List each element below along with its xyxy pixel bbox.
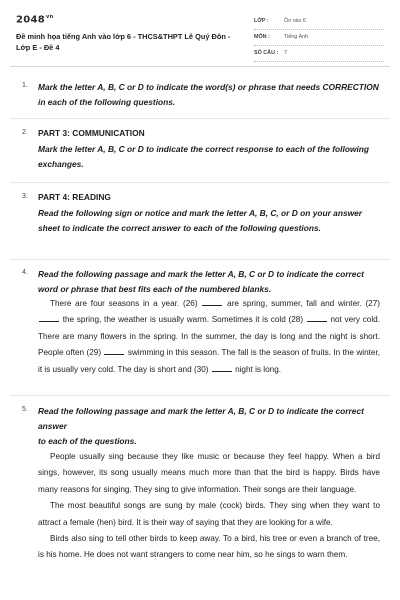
site-logo[interactable] bbox=[16, 14, 53, 25]
reading-passage bbox=[38, 449, 380, 564]
answer-blank bbox=[39, 314, 59, 322]
meta-value: Ôn vào 6 bbox=[284, 18, 306, 24]
reading-passage bbox=[38, 296, 380, 378]
answer-blank bbox=[202, 298, 222, 306]
passage-segment: There are four seasons in a year. (26) bbox=[50, 299, 198, 308]
question-number: 5. bbox=[22, 406, 28, 413]
question-instruction: Read the following passage and mark the letter A, B, C or D to indicate the correct word or phrase that best fits each of the numbered blanks. bbox=[38, 269, 364, 294]
question-number: 2. bbox=[22, 129, 28, 136]
passage-paragraph: Birds also sing to tell other birds to keep away. To a bird, his tree or even a branch of tree, is his home. He does not want strangers to come near him, so he sings to warn them. bbox=[38, 534, 380, 560]
meta-label: SỐ CÂU : bbox=[254, 50, 279, 56]
header-divider bbox=[10, 66, 390, 67]
question-number: 1. bbox=[22, 82, 28, 89]
logo-suffix: vn bbox=[46, 14, 54, 20]
meta-value: 7 bbox=[284, 50, 287, 56]
document-title: Đề minh họa tiếng Anh vào lớp 6 - THCS&THPT Lê Quý Đôn - Lớp E - Đề 4 bbox=[16, 32, 231, 52]
meta-label: LỚP : bbox=[254, 18, 269, 24]
passage-segment: are spring, summer, fall and winter. (27) bbox=[227, 299, 381, 308]
passage-segment: the spring, the weather is usually warm. Sometimes it is cold (28) bbox=[62, 315, 304, 325]
part-heading: PART 3: COMMUNICATION bbox=[38, 128, 145, 138]
passage-segment: not very cold. There are many flowers in the spring. In the summer, the day is long and the night is short. People often (29) bbox=[38, 315, 380, 358]
question-divider bbox=[10, 182, 390, 183]
document-header bbox=[0, 0, 400, 66]
answer-blank bbox=[104, 347, 124, 355]
meta-value: Tiếng Anh bbox=[284, 34, 309, 40]
passage-segment: swimming in this season. The fall is the season of fruits. In the winter, it is usually very cold. The day is short and (30) bbox=[38, 348, 381, 374]
meta-row-class bbox=[254, 15, 384, 30]
meta-row-count bbox=[254, 47, 384, 62]
meta-label: MÔN : bbox=[254, 34, 270, 40]
part-heading: PART 4: READING bbox=[38, 192, 111, 202]
question-number: 3. bbox=[22, 193, 28, 200]
logo-text: 2048 bbox=[16, 14, 46, 26]
document-meta bbox=[254, 15, 384, 63]
question-instruction-sub: to each of the questions. bbox=[38, 436, 137, 446]
question-instruction: Read the following sign or notice and mark the letter A, B, C, or D on your answer sheet to indicate the correct answer to each of the following questions. bbox=[38, 208, 363, 233]
passage-paragraph bbox=[38, 296, 380, 378]
answer-blank bbox=[212, 364, 232, 372]
question-divider bbox=[10, 118, 390, 119]
question-instruction: Mark the letter A, B, C or D to indicate the correct response to each of the following exchanges. bbox=[38, 144, 370, 169]
passage-paragraph: People usually sing because they like music or because they feel happy. When a bird sings, however, its song usually means much more than that the bird is happy. Birds have many reasons for singing. They sing to give information. Their songs are their language. bbox=[38, 452, 380, 494]
passage-segment: night is long. bbox=[235, 364, 282, 374]
question-number: 4. bbox=[22, 269, 28, 276]
question-divider bbox=[10, 259, 390, 260]
answer-blank bbox=[307, 314, 327, 322]
question-divider bbox=[10, 395, 390, 396]
question-instruction: Mark the letter A, B, C or D to indicate the word(s) or phrase that needs CORRECTION in each of the following questions. bbox=[38, 82, 379, 107]
meta-row-subject bbox=[254, 31, 384, 46]
question-instruction: Read the following passage and mark the letter A, B, C or D to indicate the correct answer bbox=[38, 406, 364, 431]
passage-paragraph: The most beautiful songs are sung by male (cock) birds. They sing when they want to attract a female (hen) bird. It is their way of saying that they are looking for a wife. bbox=[38, 501, 380, 527]
